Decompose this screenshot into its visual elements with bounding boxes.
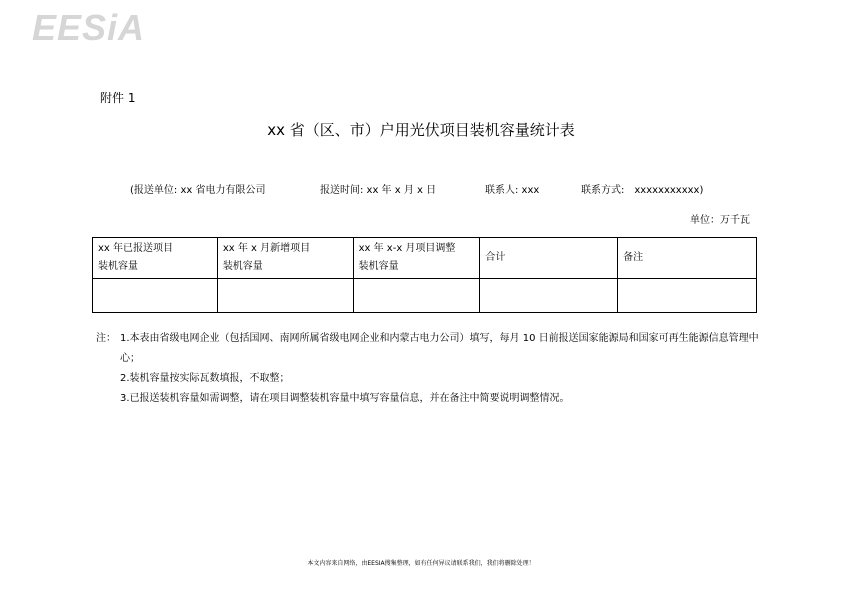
report-info-line bbox=[130, 184, 703, 198]
note-item bbox=[96, 329, 766, 369]
header-line: 装机容量 bbox=[358, 261, 399, 272]
report-contact: 联系人: xxx bbox=[485, 185, 540, 196]
notes-section bbox=[96, 329, 766, 409]
header-line: xx 年已报送项目 bbox=[98, 243, 174, 254]
report-time: 报送时间: xx 年 x 月 x 日 bbox=[320, 185, 437, 196]
header-line: 装机容量 bbox=[222, 261, 263, 272]
note-item: 2.装机容量按实际瓦数填报，不取整； bbox=[120, 373, 290, 384]
table-row bbox=[93, 279, 757, 313]
header-cell-new bbox=[217, 238, 353, 279]
header-cell-adjusted bbox=[353, 238, 480, 279]
header-line: 装机容量 bbox=[98, 261, 138, 272]
table-cell bbox=[480, 279, 618, 313]
note-text: 1.本表由省级电网企业（包括国网、南网所属省级电网企业和内蒙古电力公司）填写，每月 10 日前报送国家能源局和国家可再生能源信息管理中心； bbox=[120, 333, 759, 364]
header-cell-total bbox=[480, 238, 618, 279]
capacity-table bbox=[92, 237, 757, 313]
eesia-logo: EESiA bbox=[32, 7, 146, 48]
footer-disclaimer: 本文内容来自网络，由EESIA搜集整理，如有任何异议请联系我们，我们将删除处理！ bbox=[307, 560, 535, 567]
header-line: xx 年 x-x 月项目调整 bbox=[358, 243, 456, 254]
attachment-label: 附件 1 bbox=[100, 91, 136, 105]
header-cell-remark bbox=[618, 238, 757, 279]
header-line: 备注 bbox=[623, 252, 644, 263]
header-line: xx 年 x 月新增项目 bbox=[222, 243, 311, 254]
table-cell bbox=[217, 279, 353, 313]
notes-label: 注： bbox=[96, 333, 116, 344]
page-title: xx 省（区、市）户用光伏项目装机容量统计表 bbox=[267, 121, 575, 139]
table-header-row bbox=[93, 238, 757, 279]
header-line: 合计 bbox=[485, 252, 506, 263]
header-cell-reported bbox=[93, 238, 218, 279]
table-cell bbox=[353, 279, 480, 313]
unit-label: 单位：万千瓦 bbox=[690, 215, 750, 226]
report-phone: 联系方式: xxxxxxxxxxx) bbox=[581, 185, 704, 196]
report-unit: (报送单位: xx 省电力有限公司 bbox=[130, 185, 266, 196]
note-item: 3.已报送装机容量如需调整，请在项目调整装机容量中填写容量信息，并在备注中简要说明调整情况。 bbox=[120, 393, 570, 404]
table-cell bbox=[618, 279, 757, 313]
table-cell bbox=[93, 279, 218, 313]
